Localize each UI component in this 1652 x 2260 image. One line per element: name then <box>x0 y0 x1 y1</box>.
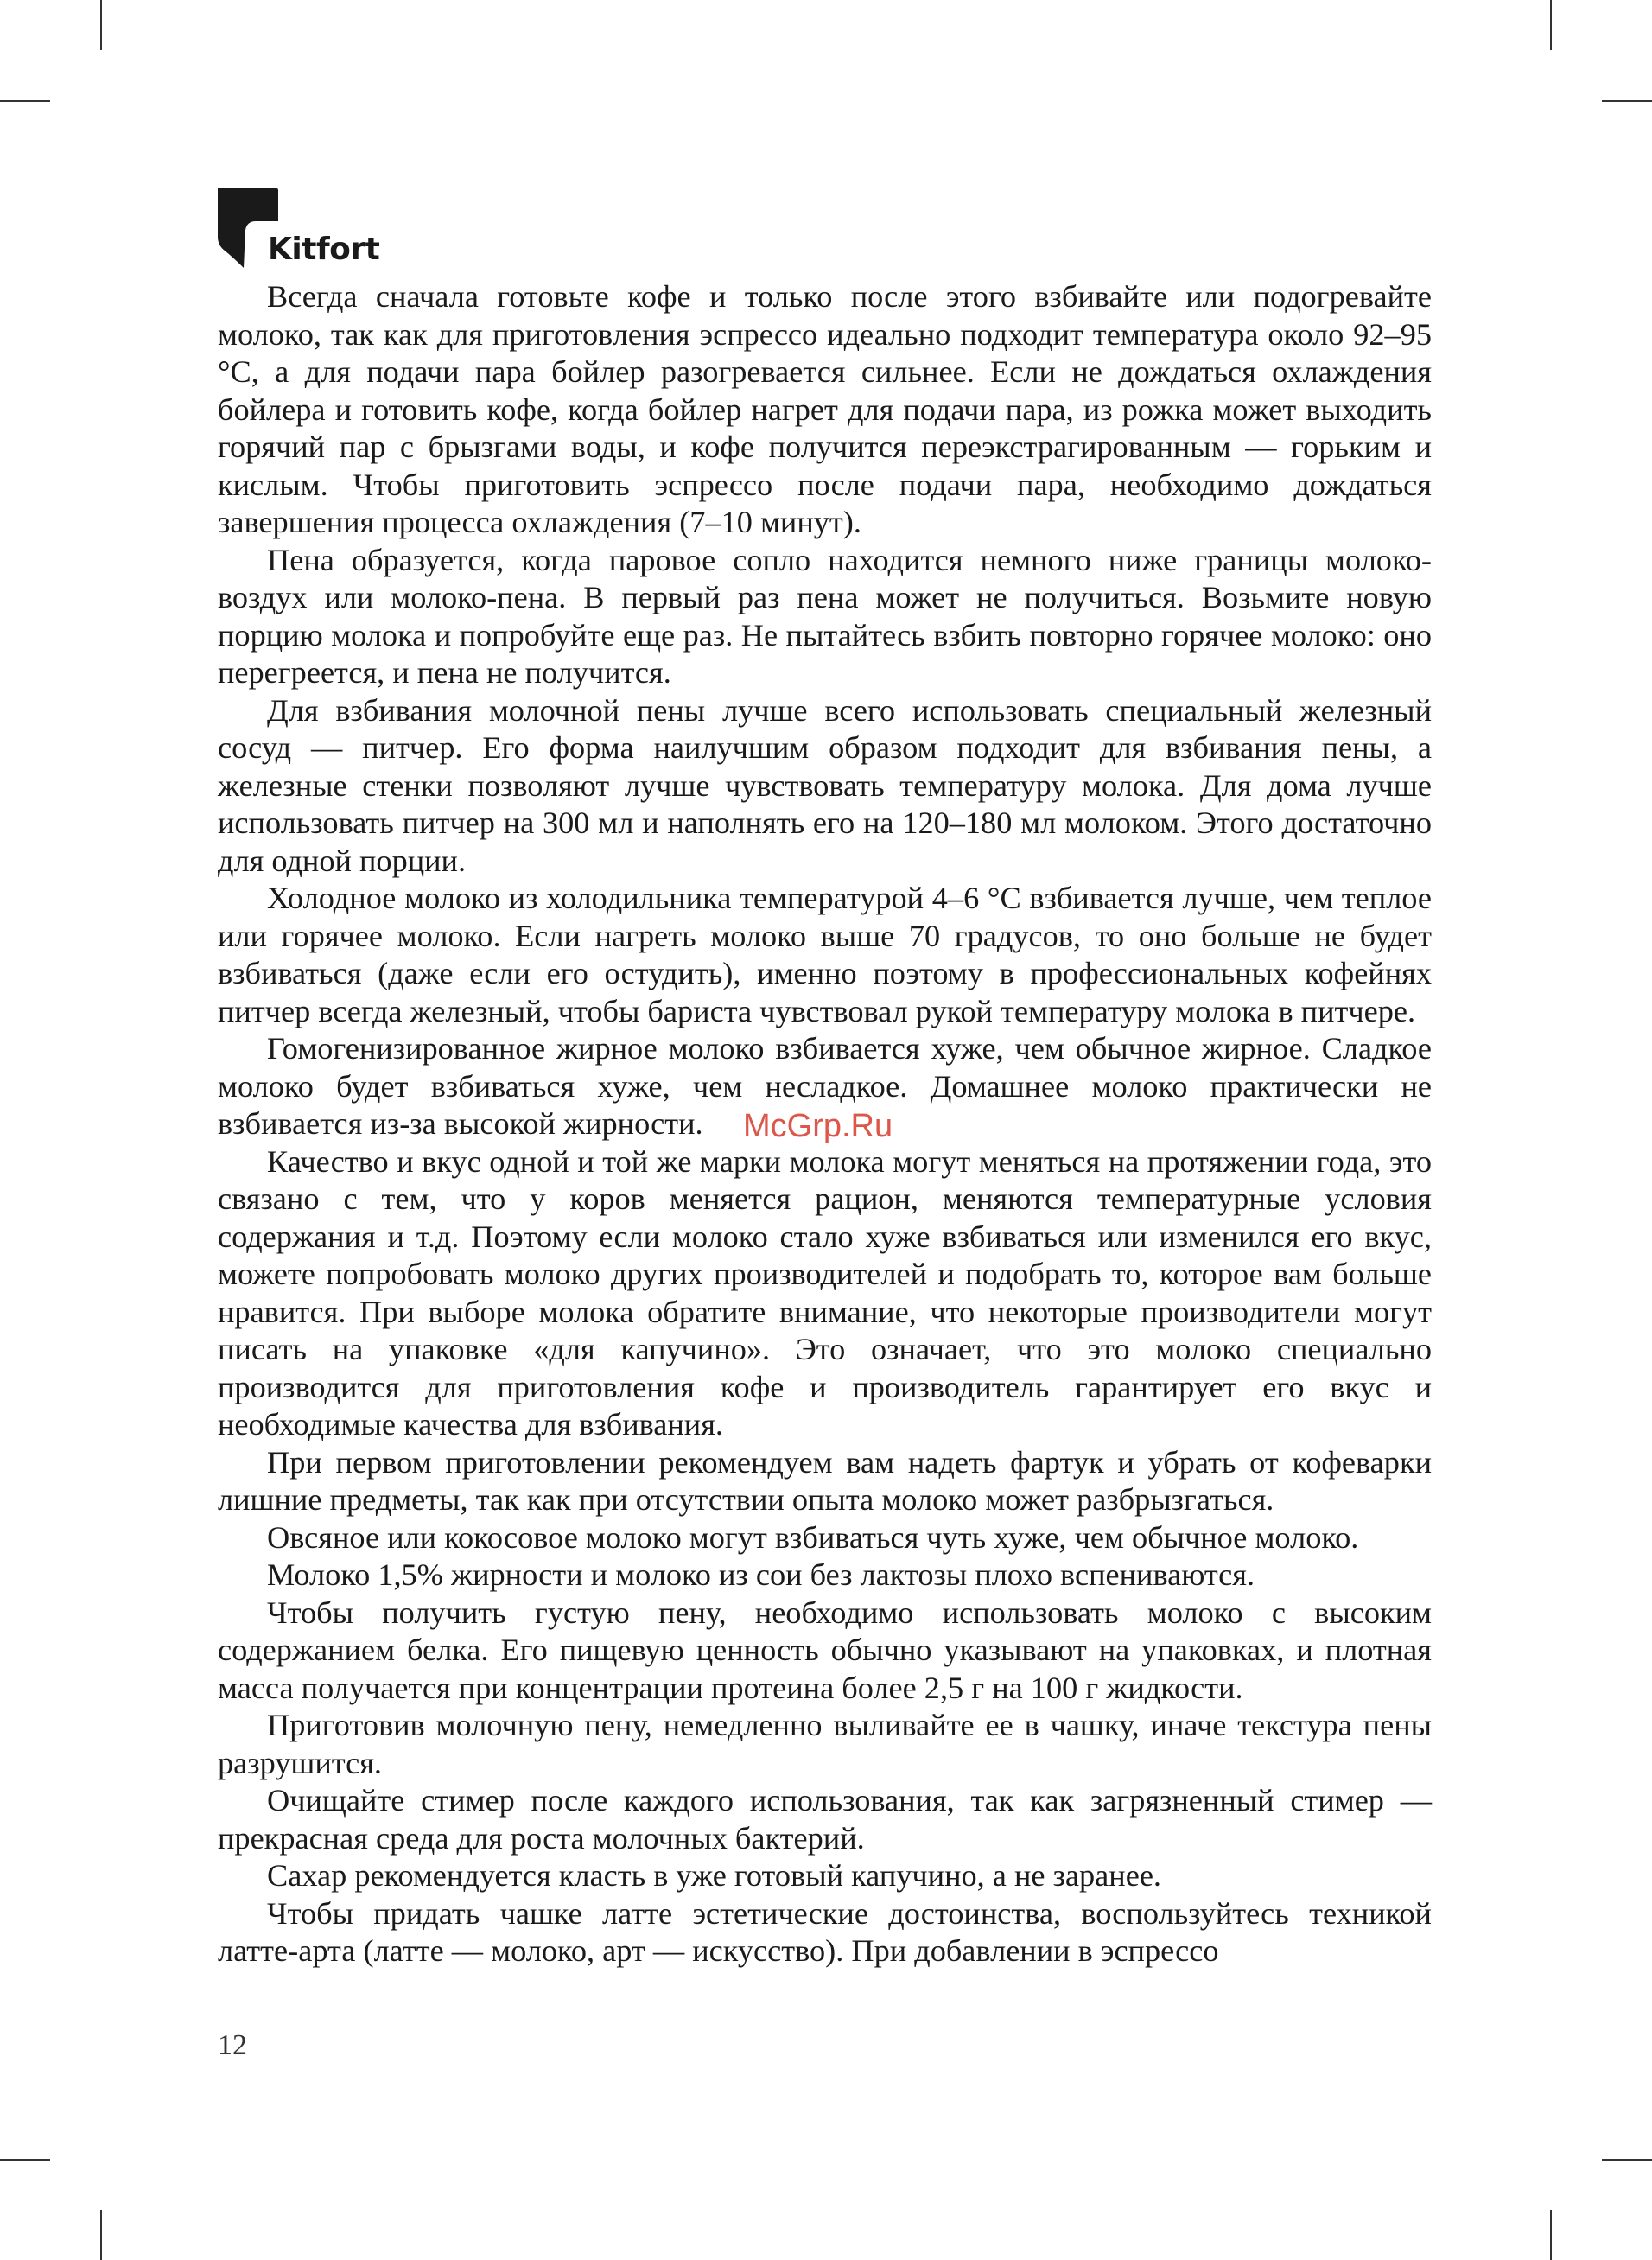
brand-logo <box>218 188 425 271</box>
paragraph: Всегда сначала готовьте кофе и только после этого взбивайте или подогревайте молоко, так как для приготовления эспрессо идеально подходит температура около 92–95 °С, а для подачи пара бойлер разогревается сильнее. Если не дождаться охлаждения бойлера и готовить кофе, когда бойлер нагрет для подачи пара, из рожка может выходить горячий пар с брызгами воды, и кофе получится переэкстрагированным — горьким и кислым. Чтобы приготовить эспрессо после подачи пара, необходимо дождаться завершения процесса охлаждения (7–10 минут). <box>218 279 1432 539</box>
brand-name: Kitfort <box>268 232 380 267</box>
paragraph: Холодное молоко из холодильника температурой 4–6 °С взбивается лучше, чем теплое или горячее молоко. Если нагреть молоко выше 70 градусов, то оно больше не будет взбиваться (даже если его остудить), именно поэтому в профессиональных кофейнях питчер всегда железный, чтобы бариста чувствовал рукой температуру молока в питчере. <box>218 881 1432 1028</box>
crop-mark <box>1602 2159 1652 2161</box>
paragraph: Для взбивания молочной пены лучше всего использовать специальный железный сосуд — питчер. Его форма наилучшим образом подходит для взбивания пены, а железные стенки позволяют лучше чувствовать температуру молока. Для дома лучше использовать питчер на 300 мл и наполнять его на 120–180 мл молоком. Этого достаточно для одной порции. <box>218 692 1432 878</box>
crop-mark <box>1550 0 1552 50</box>
crop-mark <box>0 2159 50 2161</box>
page-number: 12 <box>218 2029 247 2061</box>
paragraph: Чтобы получить густую пену, необходимо использовать молоко с высоким содержанием белка. Его пищевую ценность обычно указывают на упаковках, и плотная масса получается при концентрации протеина более 2,5 г на 100 г жидкости. <box>218 1595 1432 1705</box>
paragraph: Пена образуется, когда паровое сопло находится немного ниже границы молоко-воздух или молоко-пена. В первый раз пена может не получиться. Возьмите новую порцию молока и попробуйте еще раз. Не пытайтесь взбить повторно горячее молоко: оно перегреется, и пена не получится. <box>218 542 1432 690</box>
paragraph: Чтобы придать чашке латте эстетические достоинства, воспользуйтесь техникой латте-арта (латте — молоко, арт — искусство). При добавлении в эспрессо <box>218 1895 1432 1968</box>
crop-mark <box>0 100 50 102</box>
paragraph: Сахар рекомендуется класть в уже готовый капучино, а не заранее. <box>267 1858 1162 1893</box>
crop-mark <box>1602 100 1652 102</box>
crop-mark <box>1550 2210 1552 2260</box>
paragraph: Овсяное или кокосовое молоко могут взбиваться чуть хуже, чем обычное молоко. <box>267 1519 1359 1555</box>
paragraph: Приготовив молочную пену, немедленно выливайте ее в чашку, иначе текстура пены разрушится. <box>218 1708 1432 1780</box>
paragraph: Очищайте стимер после каждого использования, так как загрязненный стимер — прекрасная среда для роста молочных бактерий. <box>218 1783 1432 1856</box>
watermark: McGrp.Ru <box>743 1108 893 1144</box>
paragraph: Гомогенизированное жирное молоко взбивается хуже, чем обычное жирное. Сладкое молоко будет взбиваться хуже, чем несладкое. Домашнее молоко практически не взбивается из-за высокой жирности. <box>218 1031 1432 1141</box>
paragraph: При первом приготовлении рекомендуем вам надеть фартук и убрать от кофеварки лишние предметы, так как при отсутствии опыта молоко может разбрызгаться. <box>218 1444 1432 1517</box>
crop-mark <box>100 2210 102 2260</box>
paragraph: Молоко 1,5% жирности и молоко из сои без лактозы плохо вспениваются. <box>267 1557 1255 1592</box>
paragraph: Качество и вкус одной и той же марки молока могут меняться на протяжении года, это связано с тем, что у коров меняется рацион, меняются температурные условия содержания и т.д. Поэтому если молоко стало хуже взбиваться или изменился его вкус, можете попробовать молоко других производителей и подобрать то, которое вам больше нравится. При выборе молока обратите внимание, что некоторые производители могут писать на упаковке «для капучино». Это означает, что это молоко специально производится для приготовления кофе и производитель гарантирует его вкус и необходимые качества для взбивания. <box>218 1143 1432 1442</box>
crop-mark <box>100 0 102 50</box>
